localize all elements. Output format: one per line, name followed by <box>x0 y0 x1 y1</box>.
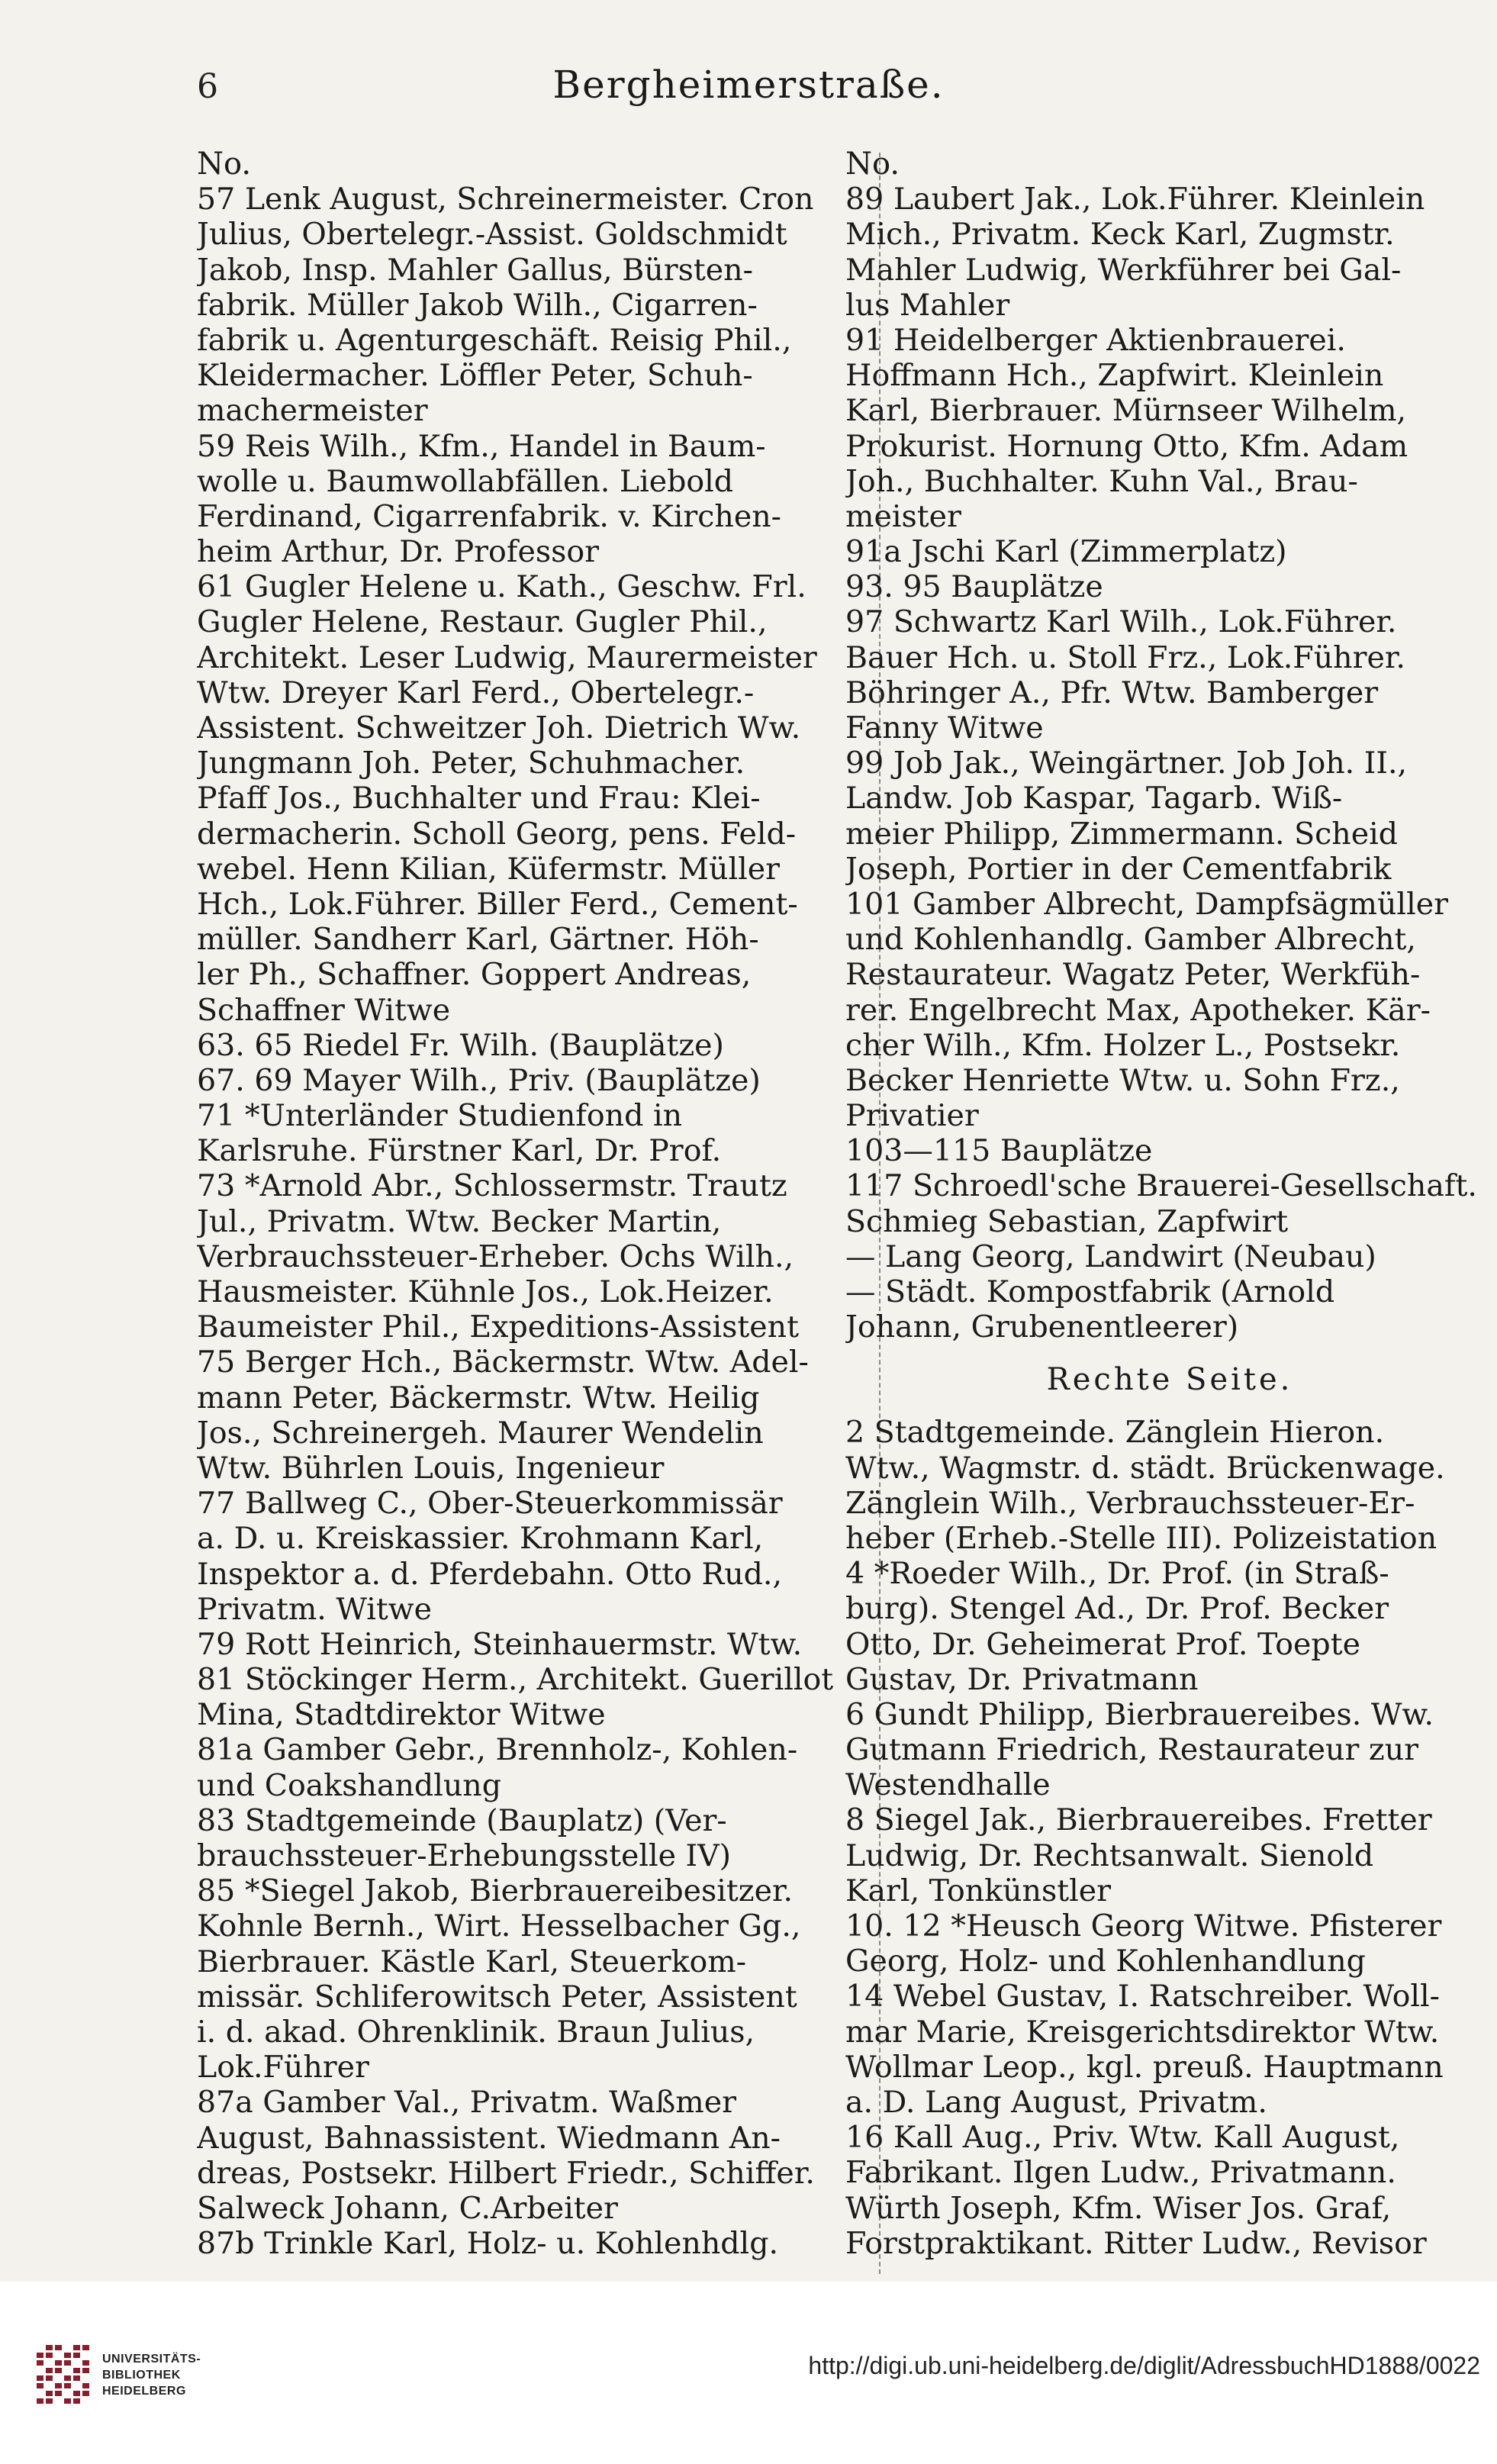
entry-line: 61 Gugler Helene u. Kath., Geschw. Frl. <box>197 569 806 605</box>
entry-line: 67. 69 Mayer Wilh., Priv. (Bauplätze) <box>197 1062 761 1098</box>
entry-line: meister <box>845 498 961 534</box>
logo-block <box>55 2345 62 2350</box>
logo-block <box>37 2383 43 2388</box>
logo-block <box>64 2398 71 2404</box>
entry-line: cher Wilh., Kfm. Holzer L., Postsekr. <box>845 1027 1401 1063</box>
page-title: Bergheimerstraße. <box>552 63 945 107</box>
entry-line: 73 *Arnold Abr., Schlossermstr. Trautz <box>197 1168 787 1204</box>
entry-line: Verbrauchssteuer-Erheber. Ochs Wilh., <box>197 1238 794 1274</box>
logo-block <box>73 2368 80 2373</box>
entry-line: 77 Ballweg C., Ober-Steuerkommissär <box>197 1486 783 1522</box>
entry-line: 10. 12 *Heusch Georg Witwe. Pfisterer <box>845 1908 1442 1944</box>
entry-line: heber (Erheb.-Stelle III). Polizeistation <box>845 1520 1437 1556</box>
entry-line: Ferdinand, Cigarrenfabrik. v. Kirchen- <box>197 498 782 534</box>
logo-block <box>73 2398 80 2404</box>
entry-line: Otto, Dr. Geheimerat Prof. Toepte <box>845 1626 1360 1662</box>
entry-line: Fabrikant. Ilgen Ludw., Privatmann. <box>845 2155 1396 2191</box>
entry-line: Karl, Tonkünstler <box>845 1873 1112 1908</box>
entry-line: 59 Reis Wilh., Kfm., Handel in Baum- <box>197 428 766 464</box>
source-url[interactable]: http://digi.ub.uni-heidelberg.de/diglit/AdressbuchHD1888/0022 <box>808 2352 1480 2379</box>
entry-line: 63. 65 Riedel Fr. Wilh. (Bauplätze) <box>197 1027 724 1063</box>
entry-line: Assistent. Schweitzer Joh. Dietrich Ww. <box>197 710 801 746</box>
entry-line: August, Bahnassistent. Wiedmann An- <box>197 2120 781 2156</box>
left-column <box>197 147 868 2261</box>
entry-line: 4 *Roeder Wilh., Dr. Prof. (in Straß- <box>845 1556 1389 1592</box>
entry-line: 75 Berger Hch., Bäckermstr. Wtw. Adel- <box>197 1345 809 1380</box>
entry-line: 89 Laubert Jak., Lok.Führer. Kleinlein <box>845 182 1425 217</box>
entry-line: Salweck Johann, C.Arbeiter <box>197 2190 618 2226</box>
entry-line: 83 Stadtgemeinde (Bauplatz) (Ver- <box>197 1802 727 1838</box>
logo-block <box>73 2345 80 2350</box>
entry-line: Ludwig, Dr. Rechtsanwalt. Sienold <box>845 1838 1374 1873</box>
entry-line: Georg, Holz- und Kohlenhandlung <box>845 1944 1366 1979</box>
entry-line: dermacherin. Scholl Georg, pens. Feld- <box>197 816 797 852</box>
library-logo-icon <box>37 2345 93 2406</box>
logo-block <box>46 2345 53 2350</box>
logo-block <box>55 2368 62 2373</box>
logo-block <box>82 2360 89 2366</box>
entry-line: heim Arthur, Dr. Professor <box>197 534 600 570</box>
entry-line: 91 Heidelberger Aktienbrauerei. <box>845 322 1346 358</box>
logo-block <box>37 2360 43 2366</box>
entry-line: Landw. Job Kaspar, Tagarb. Wiß- <box>845 781 1343 817</box>
entry-line: Pfaff Jos., Buchhalter und Frau: Klei- <box>197 781 761 817</box>
entry-line: 6 Gundt Philipp, Bierbrauereibes. Ww. <box>845 1696 1434 1732</box>
logo-block <box>64 2375 71 2381</box>
entry-line: Prokurist. Hornung Otto, Kfm. Adam <box>845 428 1408 464</box>
entry-line: Gutmann Friedrich, Restaurateur zur <box>845 1732 1419 1768</box>
entry-line: webel. Henn Kilian, Küfermstr. Müller <box>197 851 780 887</box>
entry-line: Hch., Lok.Führer. Biller Ferd., Cement- <box>197 886 798 922</box>
entry-line: machermeister <box>197 393 428 429</box>
entry-line: 16 Kall Aug., Priv. Wtw. Kall August, <box>845 2120 1400 2156</box>
entry-line: 103—115 Bauplätze <box>845 1133 1153 1169</box>
logo-line-1: UNIVERSITÄTS- <box>102 2353 201 2366</box>
right-column <box>845 147 1494 2261</box>
entry-line: meier Philipp, Zimmermann. Scheid <box>845 816 1399 852</box>
logo-block <box>55 2391 62 2396</box>
entry-line: Lok.Führer <box>197 2050 369 2086</box>
entry-line: Wtw., Wagmstr. d. städt. Brückenwage. <box>845 1450 1445 1486</box>
entry-line: Bierbrauer. Kästle Karl, Steuerkom- <box>197 1944 747 1979</box>
logo-block <box>82 2368 89 2373</box>
entry-line: fabrik u. Agenturgeschäft. Reisig Phil., <box>197 322 792 358</box>
logo-block <box>64 2383 71 2388</box>
entry-line: Gugler Helene, Restaur. Gugler Phil., <box>197 604 768 640</box>
logo-block <box>73 2391 80 2396</box>
entry-line: Wtw. Dreyer Karl Ferd., Obertelegr.- <box>197 675 755 710</box>
entry-line: Privatier <box>845 1098 979 1134</box>
right-entries-left-side <box>845 182 1494 1345</box>
entry-line: Wollmar Leop., kgl. preuß. Hauptmann <box>845 2049 1444 2085</box>
logo-block <box>37 2398 43 2404</box>
logo-block <box>55 2383 62 2388</box>
entry-line: Jos., Schreinergeh. Maurer Wendelin <box>197 1415 764 1451</box>
entry-line: 99 Job Jak., Weingärtner. Job Joh. II., <box>845 746 1408 781</box>
entry-line: Mahler Ludwig, Werkführer bei Gal- <box>845 252 1402 288</box>
entry-line: Schmieg Sebastian, Zapfwirt <box>845 1203 1289 1239</box>
library-logo <box>37 2345 201 2406</box>
entry-line: 101 Gamber Albrecht, Dampfsägmüller <box>845 886 1448 922</box>
logo-line-2: BIBLIOTHEK <box>102 2369 181 2382</box>
logo-block <box>46 2375 53 2381</box>
entry-line: wolle u. Baumwollabfällen. Liebold <box>197 463 734 499</box>
entry-line: 81a Gamber Gebr., Brennholz-, Kohlen- <box>197 1732 798 1768</box>
entry-line: Privatm. Witwe <box>197 1591 432 1627</box>
entry-line: Hausmeister. Kühnle Jos., Lok.Heizer. <box>197 1274 774 1309</box>
logo-block <box>46 2368 53 2373</box>
logo-block <box>46 2391 53 2396</box>
entry-line: 87b Trinkle Karl, Holz- u. Kohlenhdlg. <box>197 2226 779 2262</box>
entry-line: a. D. u. Kreiskassier. Krohmann Karl, <box>197 1521 764 1557</box>
entry-line: Gustav, Dr. Privatmann <box>845 1661 1199 1697</box>
entry-line: Böhringer A., Pfr. Wtw. Bamberger <box>845 675 1379 710</box>
entry-line: Restaurateur. Wagatz Peter, Werkfüh- <box>845 957 1421 993</box>
entry-line: Jakob, Insp. Mahler Gallus, Bürsten- <box>197 252 753 288</box>
entry-line: Joseph, Portier in der Cementfabrik <box>845 851 1392 887</box>
entry-line: 93. 95 Bauplätze <box>845 569 1103 605</box>
entry-line: 91a Jschi Karl (Zimmerplatz) <box>845 534 1287 570</box>
entry-line: 71 *Unterländer Studienfond in <box>197 1098 683 1134</box>
entry-line: Joh., Buchhalter. Kuhn Val., Brau- <box>845 463 1358 499</box>
entry-line: mar Marie, Kreisgerichtsdirektor Wtw. <box>845 2014 1440 2050</box>
entry-line: 14 Webel Gustav, I. Ratschreiber. Woll- <box>845 1979 1440 2015</box>
entry-line: 2 Stadtgemeinde. Zänglein Hieron. <box>845 1415 1385 1451</box>
logo-block <box>82 2345 89 2350</box>
entry-line: Jul., Privatm. Wtw. Becker Martin, <box>197 1203 722 1239</box>
entry-line: Architekt. Leser Ludwig, Maurermeister <box>197 639 817 675</box>
entry-line: Karl, Bierbrauer. Mürnseer Wilhelm, <box>845 393 1407 429</box>
entry-line: ler Ph., Schaffner. Goppert Andreas, <box>197 957 752 993</box>
footer <box>0 2282 1497 2464</box>
entry-line: lus Mahler <box>845 287 1010 323</box>
right-number-label: No. <box>845 147 900 182</box>
entry-line: 85 *Siegel Jakob, Bierbrauereibesitzer. <box>197 1873 794 1909</box>
entry-line: — Lang Georg, Landwirt (Neubau) <box>845 1238 1376 1274</box>
entry-line: Julius, Obertelegr.-Assist. Goldschmidt <box>197 217 787 253</box>
logo-block <box>73 2375 80 2381</box>
entry-line: missär. Schliferowitsch Peter, Assistent <box>197 1979 797 2015</box>
logo-block <box>64 2353 71 2358</box>
page-number: 6 <box>197 67 218 106</box>
logo-block <box>37 2375 43 2381</box>
entry-line: Karlsruhe. Fürstner Karl, Dr. Prof. <box>197 1133 722 1169</box>
logo-block <box>82 2383 89 2388</box>
logo-block <box>64 2360 71 2366</box>
library-logo-text <box>102 2351 201 2399</box>
entry-line: Wtw. Bührlen Louis, Ingenieur <box>197 1450 665 1486</box>
logo-block <box>73 2353 80 2358</box>
entry-line: Fanny Witwe <box>845 710 1044 746</box>
logo-block <box>46 2353 53 2358</box>
entry-line: und Coakshandlung <box>197 1767 501 1803</box>
entry-line: 81 Stöckinger Herm., Architekt. Guerillot <box>197 1662 834 1698</box>
entry-line: Forstpraktikant. Ritter Ludw., Revisor <box>845 2225 1427 2261</box>
entry-line: fabrik. Müller Jakob Wilh., Cigarren- <box>197 287 758 323</box>
entry-line: 8 Siegel Jak., Bierbrauereibes. Fretter <box>845 1802 1432 1838</box>
entry-line: Inspektor a. d. Pferdebahn. Otto Rud., <box>197 1556 783 1592</box>
entry-line: — Städt. Kompostfabrik (Arnold <box>845 1274 1335 1309</box>
entry-line: burg). Stengel Ad., Dr. Prof. Becker <box>845 1591 1389 1627</box>
entry-line: müller. Sandherr Karl, Gärtner. Höh- <box>197 922 759 958</box>
entry-line: Würth Joseph, Kfm. Wiser Jos. Graf, <box>845 2190 1392 2226</box>
left-number-label: No. <box>197 147 252 182</box>
logo-block <box>46 2398 53 2404</box>
entry-line: Jungmann Joh. Peter, Schuhmacher. <box>197 746 745 781</box>
logo-block <box>82 2391 89 2396</box>
entry-line: 57 Lenk August, Schreinermeister. Cron <box>197 182 814 217</box>
entry-line: rer. Engelbrecht Max, Apotheker. Kär- <box>845 992 1431 1028</box>
left-entries <box>197 182 868 2261</box>
entry-line: Kohnle Bernh., Wirt. Hesselbacher Gg., <box>197 1908 801 1944</box>
entry-line: dreas, Postsekr. Hilbert Friedr., Schiffer. <box>197 2155 815 2191</box>
entry-line: Schaffner Witwe <box>197 992 451 1028</box>
entry-line: Mina, Stadtdirektor Witwe <box>197 1697 606 1733</box>
entry-line: und Kohlenhandlg. Gamber Albrecht, <box>845 922 1416 958</box>
entry-line: a. D. Lang August, Privatm. <box>845 2084 1267 2120</box>
entry-line: 117 Schroedl'sche Brauerei-Gesellschaft. <box>845 1168 1477 1204</box>
entry-line: mann Peter, Bäckermstr. Wtw. Heilig <box>197 1380 760 1416</box>
section-heading: Rechte Seite. <box>1046 1362 1293 1398</box>
entry-line: i. d. akad. Ohrenklinik. Braun Julius, <box>197 2014 755 2050</box>
logo-line-3: HEIDELBERG <box>102 2385 186 2398</box>
entry-line: Hoffmann Hch., Zapfwirt. Kleinlein <box>845 358 1384 394</box>
entry-line: brauchssteuer-Erhebungsstelle IV) <box>197 1838 732 1873</box>
entry-line: Baumeister Phil., Expeditions-Assistent <box>197 1309 799 1345</box>
entry-line: 97 Schwartz Karl Wilh., Lok.Führer. <box>845 604 1397 640</box>
entry-line: Johann, Grubenentleerer) <box>845 1309 1239 1345</box>
entry-line: Westendhalle <box>845 1767 1051 1803</box>
entry-line: 87a Gamber Val., Privatm. Waßmer <box>197 2085 736 2121</box>
logo-block <box>55 2360 62 2366</box>
logo-block <box>37 2353 43 2358</box>
entry-line: 79 Rott Heinrich, Steinhauermstr. Wtw. <box>197 1626 803 1662</box>
right-entries-right-side <box>845 1415 1494 2261</box>
entry-line: Bauer Hch. u. Stoll Frz., Lok.Führer. <box>845 639 1405 675</box>
entry-line: Mich., Privatm. Keck Karl, Zugmstr. <box>845 217 1395 253</box>
entry-line: Becker Henriette Wtw. u. Sohn Frz., <box>845 1062 1400 1098</box>
entry-line: Zänglein Wilh., Verbrauchssteuer-Er- <box>845 1485 1415 1521</box>
entry-line: Kleidermacher. Löffler Peter, Schuh- <box>197 358 753 394</box>
